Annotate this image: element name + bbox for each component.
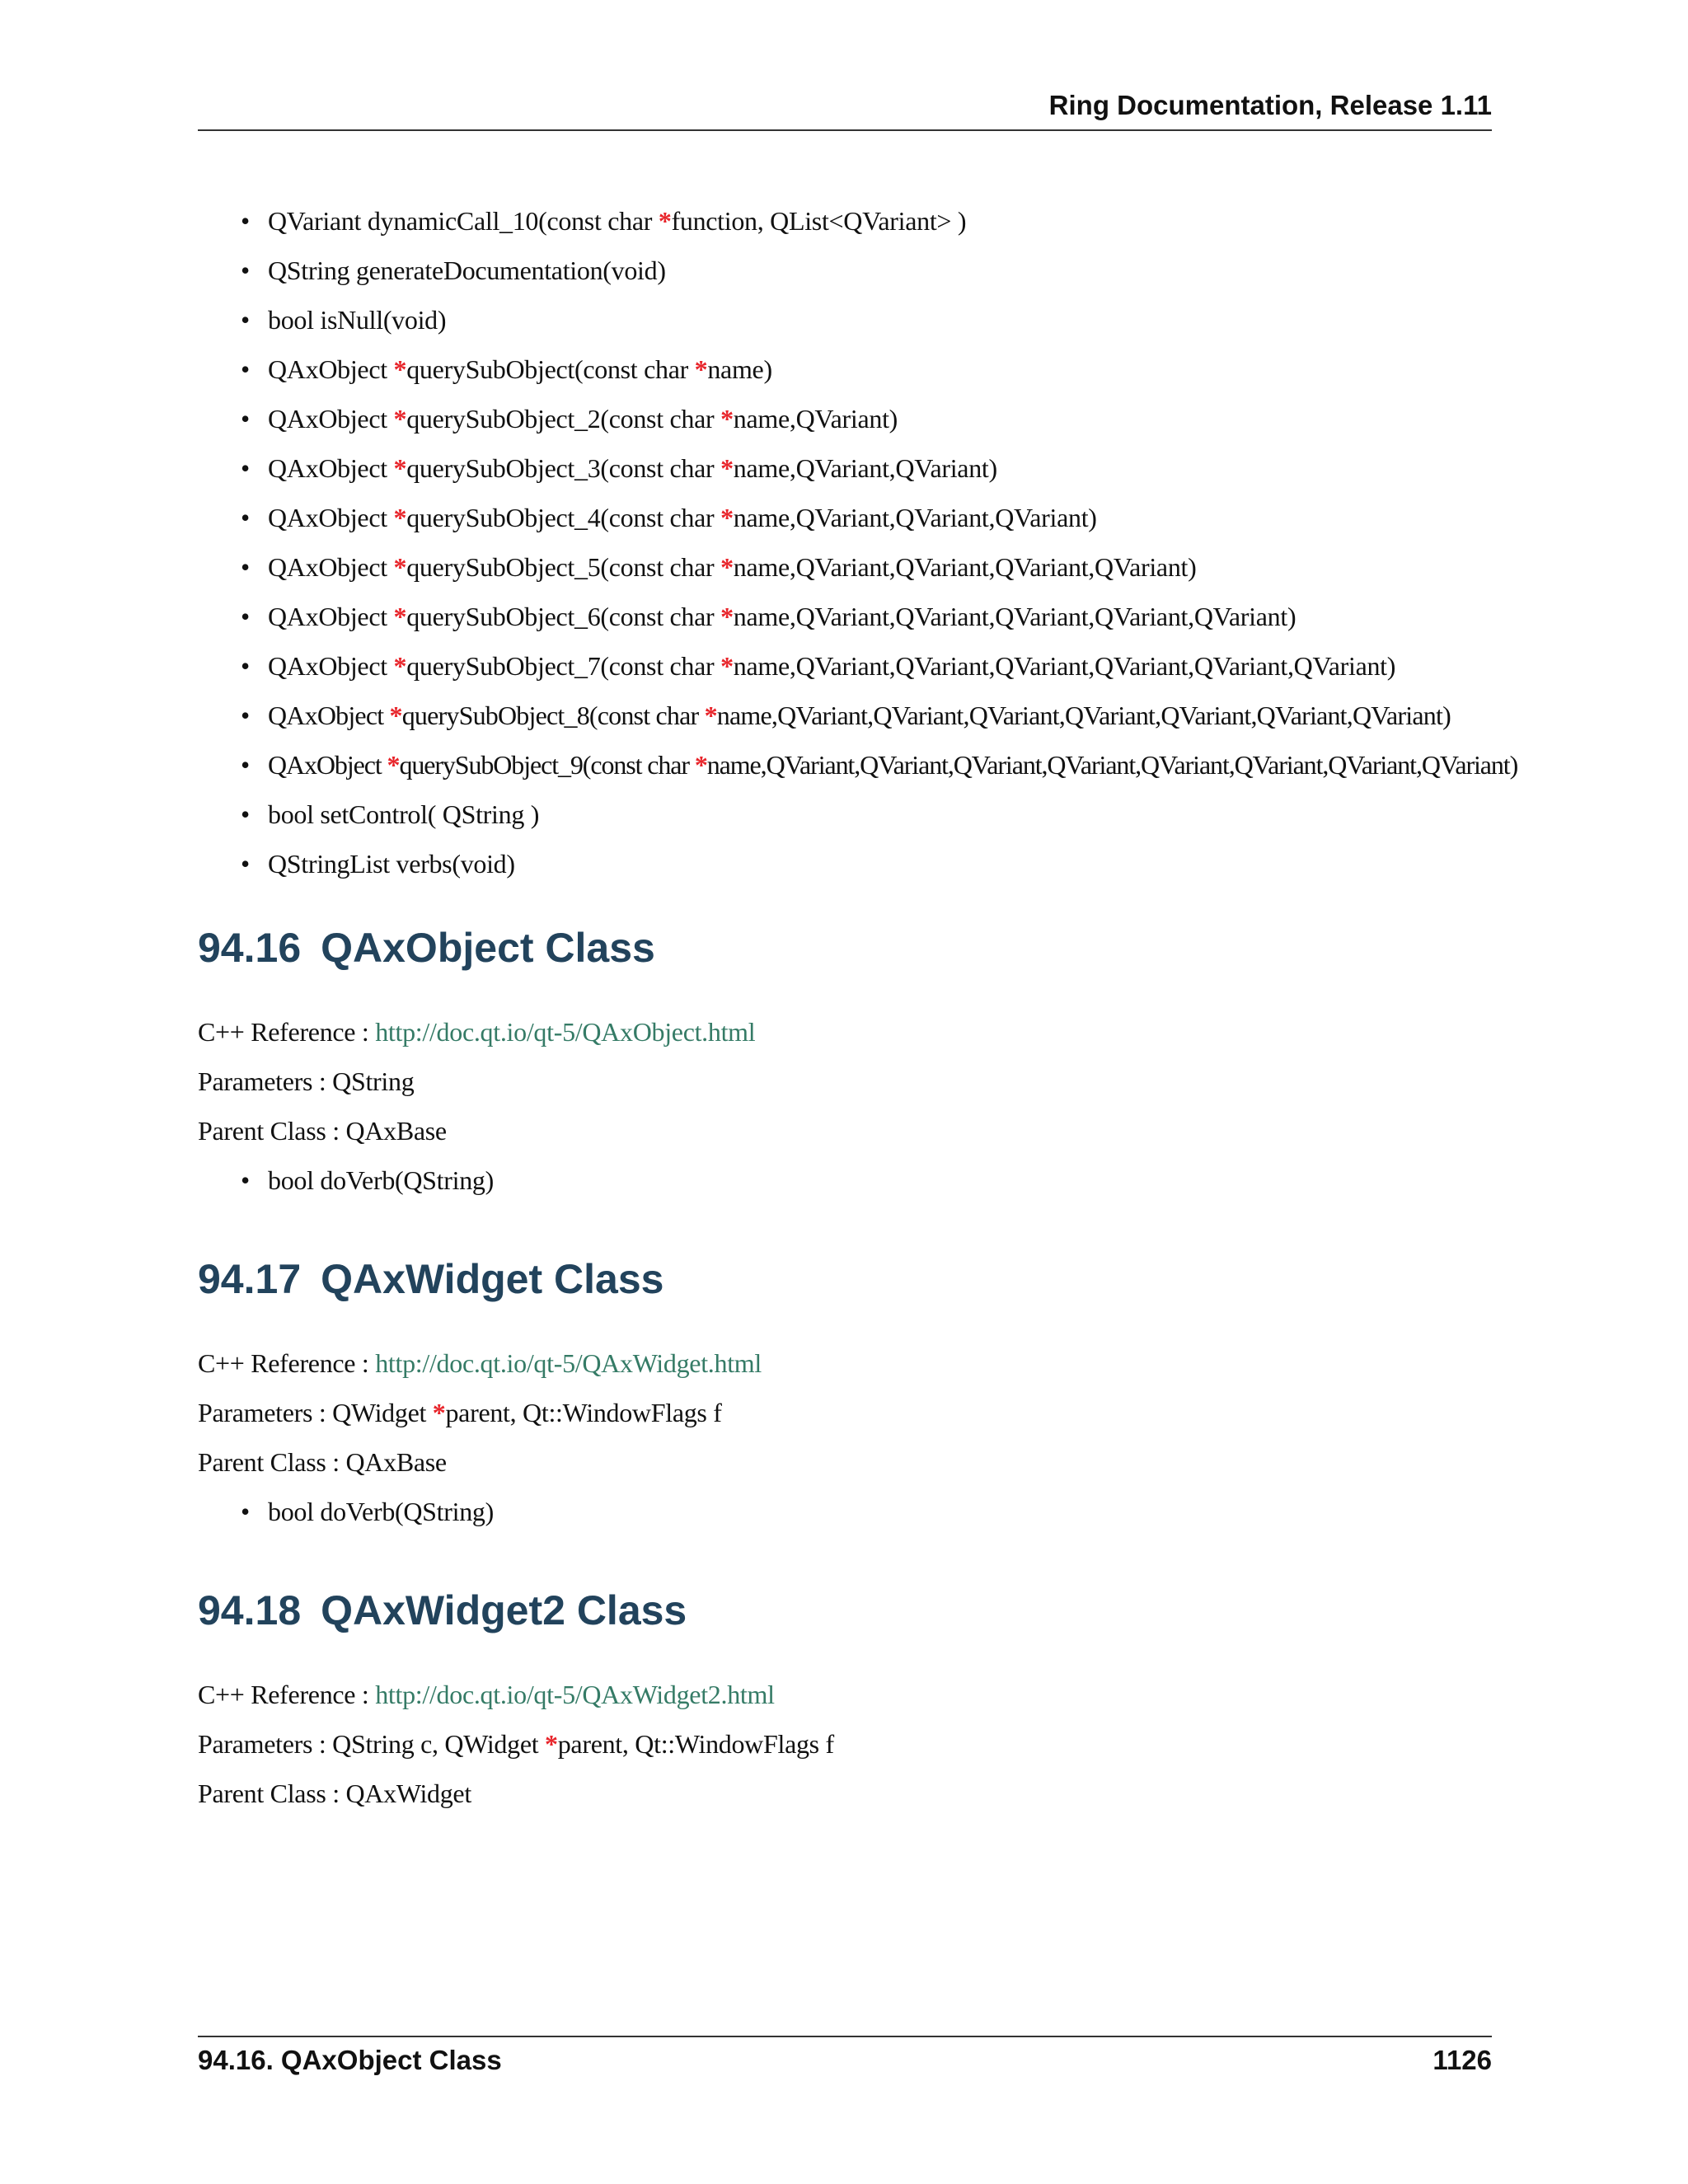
- list-item: • QVariant dynamicCall_10(const char *function, QList<QVariant> ): [198, 196, 1517, 246]
- list-item: • QStringList verbs(void): [198, 839, 1517, 888]
- list-item: • QAxObject *querySubObject_7(const char *name,QVariant,QVariant,QVariant,QVariant,QVariant,QVariant): [198, 641, 1517, 691]
- list-item: • QAxObject *querySubObject_6(const char *name,QVariant,QVariant,QVariant,QVariant,QVariant): [198, 592, 1517, 641]
- parent-class-line: Parent Class : QAxWidget: [198, 1779, 471, 1808]
- running-footer: [198, 2044, 1492, 2077]
- list-item: • bool doVerb(QString): [198, 1155, 494, 1205]
- parent-class-line: Parent Class : QAxBase: [198, 1116, 447, 1146]
- list-item: • bool isNull(void): [198, 295, 1517, 344]
- list-item: • QAxObject *querySubObject_5(const char *name,QVariant,QVariant,QVariant,QVariant): [198, 542, 1517, 592]
- cpp-reference-line: C++ Reference : http://doc.qt.io/qt-5/QAxObject.html: [198, 1017, 756, 1047]
- list-item: • bool doVerb(QString): [198, 1487, 494, 1536]
- list-item: • QAxObject *querySubObject_8(const char *name,QVariant,QVariant,QVariant,QVariant,QVariant,QVariant,QVariant): [198, 691, 1517, 740]
- list-item: • QAxObject *querySubObject_4(const char *name,QVariant,QVariant,QVariant): [198, 493, 1517, 542]
- page-number: 1126: [1432, 2045, 1492, 2075]
- parameters-line: Parameters : QString: [198, 1066, 415, 1096]
- list-item: • QAxObject *querySubObject_2(const char *name,QVariant): [198, 394, 1517, 443]
- footer-section: 94.16. QAxObject Class: [198, 2045, 502, 2075]
- list-item: • QAxObject *querySubObject_9(const char *name,QVariant,QVariant,QVariant,QVariant,QVariant,QVariant,QVariant,QVariant): [198, 740, 1517, 790]
- list-item: • QAxObject *querySubObject(const char *name): [198, 344, 1517, 394]
- parameters-line: Parameters : QWidget *parent, Qt::WindowFlags f: [198, 1398, 722, 1427]
- list-item: • QString generateDocumentation(void): [198, 246, 1517, 295]
- parameters-line: Parameters : QString c, QWidget *parent, Qt::WindowFlags f: [198, 1729, 834, 1759]
- method-list: [198, 1155, 494, 1205]
- section-heading-94-17: 94.17 QAxWidget Class: [198, 1256, 664, 1302]
- list-item: • QAxObject *querySubObject_3(const char *name,QVariant,QVariant): [198, 443, 1517, 493]
- cpp-reference-line: C++ Reference : http://doc.qt.io/qt-5/QAxWidget2.html: [198, 1680, 775, 1709]
- header-rule: [198, 129, 1492, 131]
- footer-rule: [198, 2036, 1492, 2037]
- section-heading-94-16: 94.16 QAxObject Class: [198, 925, 655, 971]
- cpp-reference-link[interactable]: http://doc.qt.io/qt-5/QAxWidget.html: [375, 1348, 762, 1378]
- cpp-reference-link[interactable]: http://doc.qt.io/qt-5/QAxObject.html: [375, 1017, 756, 1047]
- method-list: [198, 1487, 494, 1536]
- cpp-reference-line: C++ Reference : http://doc.qt.io/qt-5/QAxWidget.html: [198, 1348, 762, 1378]
- list-item: • bool setControl( QString ): [198, 790, 1517, 839]
- section-heading-94-18: 94.18 QAxWidget2 Class: [198, 1587, 687, 1633]
- running-header: Ring Documentation, Release 1.11: [1048, 90, 1492, 120]
- cpp-reference-link[interactable]: http://doc.qt.io/qt-5/QAxWidget2.html: [375, 1680, 775, 1709]
- method-list: [198, 196, 1517, 888]
- parent-class-line: Parent Class : QAxBase: [198, 1447, 447, 1477]
